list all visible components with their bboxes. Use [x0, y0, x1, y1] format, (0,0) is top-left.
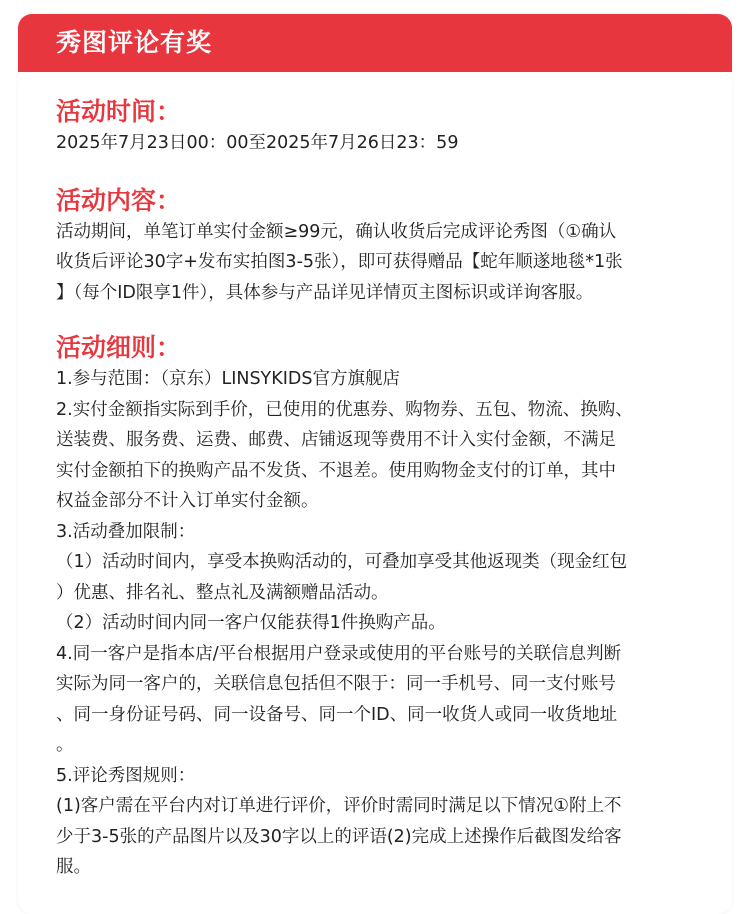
- rules-line: 5.评论秀图规则：: [56, 765, 196, 786]
- header-title: 秀图评论有奖: [56, 28, 213, 57]
- rules-line: 4.同一客户是指本店/平台根据用户登录或使用的平台账号的关联信息判断: [56, 643, 622, 664]
- rules-line: 服。: [56, 857, 91, 877]
- rules-line: （2）活动时间内同一客户仅能获得1件换购产品。: [56, 613, 446, 633]
- header-banner: [18, 14, 732, 72]
- rules-line: 2.实付金额指实际到手价，已使用的优惠券、购物券、五包、物流、换购、: [56, 399, 633, 420]
- rules-line: 实际为同一客户的，关联信息包括但不限于：同一手机号、同一支付账号: [56, 674, 616, 694]
- rules-line: ）优惠、排名礼、整点礼及满额赠品活动。: [56, 582, 389, 603]
- content-line: 】（每个ID限享1件），具体参与产品详见详情页主图标识或详询客服。: [56, 282, 594, 303]
- section-title-content: 活动内容：: [56, 185, 182, 215]
- section-title-time: 活动时间：: [56, 97, 182, 126]
- rules-line: 少于3-5张的产品图片以及30字以上的评语(2)完成上述操作后截图发给客: [56, 826, 622, 847]
- rules-line: 、同一身份证号码、同一设备号、同一个ID、同一收货人或同一收货地址: [56, 704, 618, 725]
- section-title-rules: 活动细则：: [56, 333, 182, 362]
- section-activity-time: [56, 96, 716, 159]
- section-activity-content: [56, 185, 716, 309]
- rules-line: 1.参与范围：（京东）LINSYKIDS官方旗舰店: [56, 369, 400, 389]
- rules-line: 送装费、服务费、运费、邮费、店铺返现等费用不计入实付金额，不满足: [56, 430, 616, 450]
- rules-line: (1)客户需在平台内对订单进行评价，评价时需同时满足以下情况①附上不: [56, 796, 622, 816]
- section-activity-rules: [56, 332, 716, 883]
- rules-line: （1）活动时间内，享受本换购活动的，可叠加享受其他返现类（现金红包: [56, 552, 628, 572]
- promo-card: [18, 14, 732, 914]
- rules-line: 权益金部分不计入订单实付金额。: [56, 491, 319, 511]
- rules-line: 实付金额拍下的换购产品不发货、不退差。使用购物金支付的订单，其中: [56, 460, 616, 481]
- rules-line: 3.活动叠加限制：: [56, 521, 196, 542]
- promo-content: [18, 72, 716, 883]
- rules-line: 。: [56, 735, 74, 755]
- time-line: 2025年7月23日00：00至2025年7月26日23：59: [56, 133, 459, 153]
- content-line: 活动期间，单笔订单实付金额≥99元，确认收货后完成评论秀图（①确认: [56, 221, 617, 242]
- content-line: 收货后评论30字+发布实拍图3-5张），即可获得赠品【蛇年顺遂地毯*1张: [56, 252, 623, 272]
